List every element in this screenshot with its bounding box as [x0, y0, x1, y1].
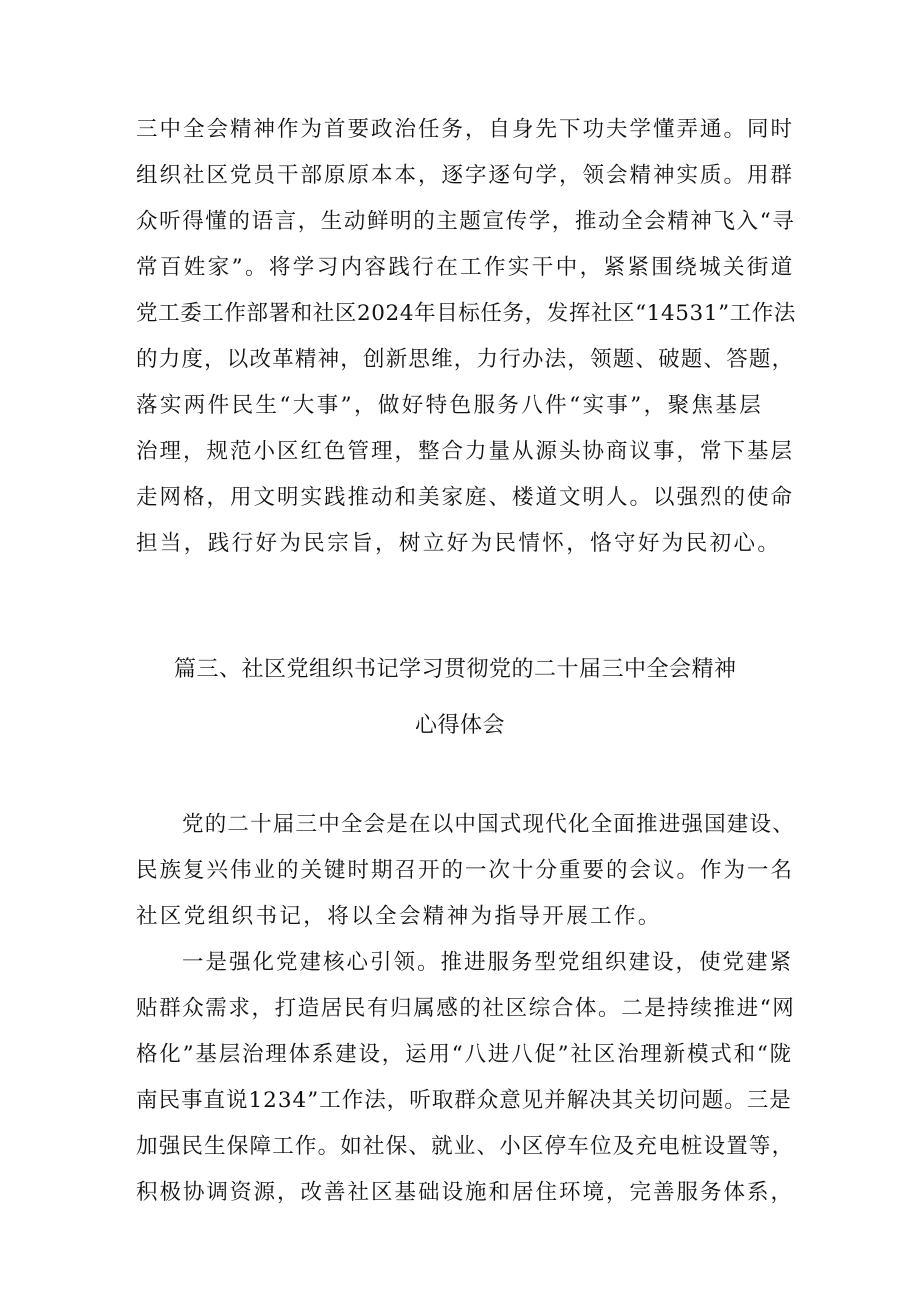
text-line: 社区党组织书记，将以全会精神为指导开展工作。 — [136, 904, 662, 929]
section-heading-line-2: 心得体会 — [414, 713, 505, 738]
text-line: 治理，规范小区红色管理，整合力量从源头协商议事，常下基层 — [136, 439, 795, 464]
section-heading-line-1: 篇三、社区党组织书记学习贯彻党的二十届三中全会精神 — [174, 657, 737, 682]
text-line: 组织社区党员干部原原本本，逐字逐句学，领会精神实质。用群 — [136, 163, 795, 188]
text-line: 担当，践行好为民宗旨，树立好为民情怀，恪守好为民初心。 — [136, 531, 782, 556]
text-line: 南民事直说1234”工作法，听取群众意见并解决其关切问题。三是 — [136, 1088, 792, 1113]
text-line: 加强民生保障工作。如社保、就业、小区停车位及充电桩设置等， — [136, 1134, 795, 1159]
text-line: 三中全会精神作为首要政治任务，自身先下功夫学懂弄通。同时 — [136, 117, 795, 142]
text-line: 常百姓家”。将学习内容践行在工作实干中，紧紧围绕城关街道 — [136, 255, 795, 280]
text-line: 众听得懂的语言，生动鲜明的主题宣传学，推动全会精神飞入“寻 — [136, 209, 796, 234]
text-line: 落实两件民生“大事”，做好特色服务八件“实事”，聚焦基层 — [136, 393, 764, 418]
text-line: 民族复兴伟业的关键时期召开的一次十分重要的会议。作为一名 — [136, 858, 795, 883]
top-paragraph — [136, 107, 796, 567]
text-line: 格化”基层治理体系建设，运用“八进八促”社区治理新模式和“陇 — [136, 1042, 793, 1067]
text-line: 一是强化党建核心引领。推进服务型党组织建设，使党建紧 — [182, 950, 794, 975]
text-line: 党工委工作部署和社区2024年目标任务，发挥社区“14531”工作法 — [136, 301, 796, 326]
text-line: 党的二十届三中全会是在以中国式现代化全面推进强国建设、 — [182, 812, 795, 837]
bottom-paragraphs — [136, 802, 796, 1216]
text-line: 走网格，用文明实践推动和美家庭、楼道文明人。以强烈的使命 — [136, 485, 795, 510]
text-line: 贴群众需求，打造居民有归属感的社区综合体。二是持续推进“网 — [136, 996, 796, 1021]
text-line: 的力度，以改革精神，创新思维，力行办法，领题、破题、答题， — [136, 347, 795, 372]
text-line: 积极协调资源，改善社区基础设施和居住环境，完善服务体系， — [136, 1180, 795, 1205]
